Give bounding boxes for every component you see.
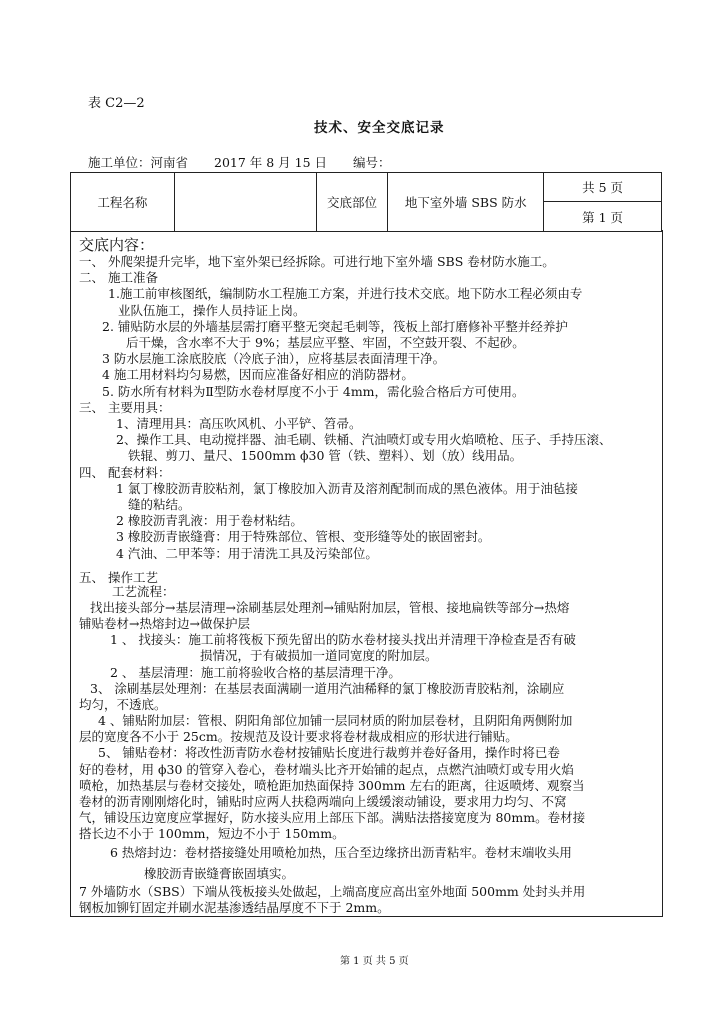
total-pages: 共 5 页 xyxy=(544,173,662,202)
content-line: 4 汽油、二甲苯等：用于清洗工具及污染部位。 xyxy=(116,546,378,561)
content-line: 层的宽度各不小于 25cm。按规范及设计要求将卷材裁成相应的形状进行铺贴。 xyxy=(79,729,518,744)
content-line: 工艺流程： xyxy=(112,584,175,599)
content-line: 1 、 找接头：施工前将筏板下预先留出的防水卷材接头找出并清理干净检查是否有破 xyxy=(110,632,576,647)
content-line: 四、 配套材料： xyxy=(79,465,171,480)
page-number: 第 1 页 xyxy=(544,202,662,232)
content-line: 找出接头部分→基层清理→涂刷基层处理剂→铺贴附加层，管根、接地扁铁等部分→热熔 xyxy=(90,600,570,615)
content-line: 4 、铺贴附加层：管根、阴阳角部位加铺一层同材质的附加层卷材，且阴阳角两侧附加 xyxy=(98,713,573,728)
content-line: 7 外墙防水（SBS）下端从筏板接头处做起，上端高度应高出室外地面 500mm 处封头并用 xyxy=(79,884,586,899)
content-line: 铁辊、剪刀、量尺、1500mm ϕ30 管（铁、塑料）、划（放）线用品。 xyxy=(128,448,523,463)
handover-part-label: 交底部位 xyxy=(316,173,388,232)
handover-part-value: 地下室外墙 SBS 防水 xyxy=(388,173,544,232)
content-line: 1 氯丁橡胶沥青胶粘剂，氯丁橡胶加入沥青及溶剂配制而成的黑色液体。用于油毡接 xyxy=(116,481,578,496)
content-line: 2. 铺贴防水层的外墙基层需打磨平整无突起毛刺等，筏板上部打磨修补平整并经养护 xyxy=(102,319,568,334)
content-line: 损情况，于有破损加一道同宽度的附加层。 xyxy=(200,648,438,663)
content-line: 均匀，不透底。 xyxy=(79,697,167,712)
content-line: 钢板加铆钉固定并刷水泥基渗透结晶厚度不下于 2mm。 xyxy=(79,900,390,915)
content-line: 三、 主要用具： xyxy=(79,400,171,415)
content-line: 搭长边不小于 100mm，短边不小于 150mm。 xyxy=(79,826,345,841)
content-line: 缝的粘结。 xyxy=(128,497,191,512)
content-line: 2 、 基层清理：施工前将验收合格的基层清理干净。 xyxy=(110,665,401,680)
info-table xyxy=(70,172,662,232)
project-name-value xyxy=(174,173,316,232)
content-line: 业队伍施工，操作人员持证上岗。 xyxy=(118,303,306,318)
content-line: 二、 施工准备 xyxy=(79,270,158,285)
content-line: 卷材的沥青刚刚熔化时，铺贴时应两人扶稳两端向上缓缓滚动铺设，要求用力均匀、不窝 xyxy=(79,794,567,809)
content-line: 2 橡胶沥青乳液：用于卷材粘结。 xyxy=(116,513,303,528)
content-line: 橡胶沥青嵌缝膏嵌固填实。 xyxy=(144,866,295,881)
content-line: 铺贴卷材→热熔封边→做保护层 xyxy=(79,616,250,631)
record-date: 2017 年 8 月 15 日 xyxy=(214,155,328,170)
form-number: 表 C2—2 xyxy=(88,96,145,111)
content-line: 5、 铺贴卷材：将改性沥青防水卷材按铺贴长度进行裁剪并卷好备用，操作时将已卷 xyxy=(98,745,560,760)
header-info-line xyxy=(88,153,413,171)
content-line: 五、 操作工艺 xyxy=(79,570,158,585)
content-line: 气，铺设压边宽度应掌握好，防水接头应用上部压下部。满贴法搭接宽度为 80mm。卷材接 xyxy=(79,810,586,825)
construction-unit: 施工单位：河南省 xyxy=(88,155,189,170)
project-name-label: 工程名称 xyxy=(71,173,175,232)
content-line: 2、操作工具、电动搅拌器、油毛刷、铁桶、汽油喷灯或专用火焰喷枪、压子、手持压滚、 xyxy=(116,432,612,447)
content-line: 5. 防水所有材料为Ⅱ型防水卷材厚度不小于 4mm，需化验合格后方可使用。 xyxy=(102,384,525,399)
content-line: 3 防水层施工涂底胶底（冷底子油），应将基层表面清理干净。 xyxy=(102,351,446,366)
content-line: 1.施工前审核图纸，编制防水工程施工方案，并进行技术交底。地下防水工程必须由专 xyxy=(108,286,583,301)
page-footer: 第 1 页 共 5 页 xyxy=(340,956,409,967)
content-line: 后干燥，含水率不大于 9%；基层应平整、牢固，不空鼓开裂、不起砂。 xyxy=(126,335,525,350)
content-line: 1、清理用具：高压吹风机、小平铲、笤帚。 xyxy=(116,416,362,431)
content-line: 3、 涂刷基层处理剂：在基层表面满刷一道用汽油稀释的氯丁橡胶沥青胶粘剂，涂刷应 xyxy=(90,681,565,696)
record-number-label: 编号： xyxy=(353,155,391,170)
content-line: 3 橡胶沥青嵌缝膏：用于特殊部位、管根、变形缝等处的嵌固密封。 xyxy=(116,529,491,544)
content-line: 好的卷材，用 ϕ30 的管穿入卷心，卷材端头比齐开始铺的起点，点燃汽油喷灯或专用火焰 xyxy=(79,762,574,777)
content-line: 喷枪，加热基层与卷材交接处，喷枪距加热面保持 300mm 左右的距离，往返喷烤、观察当 xyxy=(79,778,585,793)
content-line: 6 热熔封边：卷材搭接缝处用喷枪加热，压合至边缘挤出沥青粘牢。卷材末端收头用 xyxy=(110,845,572,860)
content-line: 4 施工用材料均匀易燃，因而应准备好相应的消防器材。 xyxy=(102,367,414,382)
content-line: 一、 外爬架提升完毕，地下室外架已经拆除。可进行地下室外墙 SBS 卷材防水施工。 xyxy=(79,254,555,269)
page-title: 技术、安全交底记录 xyxy=(314,120,445,136)
content-heading: 交底内容： xyxy=(79,236,155,254)
